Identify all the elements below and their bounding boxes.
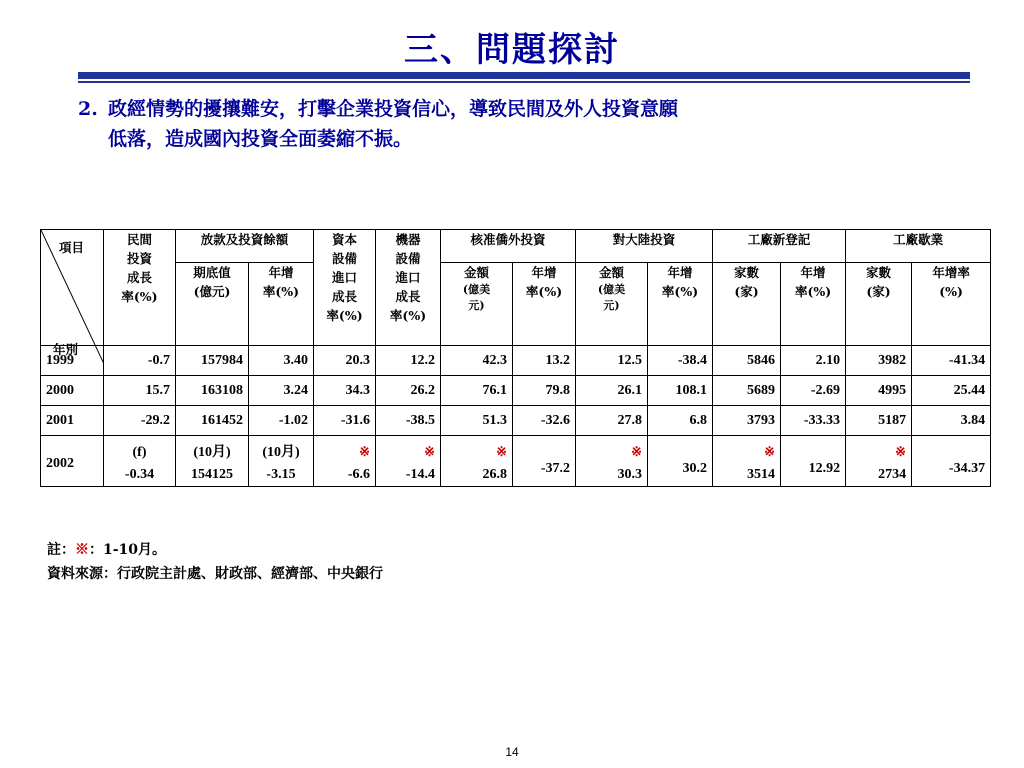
table-cell: 1999	[41, 346, 104, 376]
subheader-loans-value: 期底值 (億元)	[176, 263, 249, 346]
table-cell: 2001	[41, 406, 104, 436]
discussion-point	[78, 94, 978, 154]
point-number: 2.	[78, 98, 98, 120]
footnote-text: ：1-10月。	[89, 542, 167, 558]
table-cell: (10月) 154125	[176, 436, 249, 487]
table-cell: 108.1	[648, 376, 713, 406]
table-cell: 5846	[713, 346, 781, 376]
table-cell: 26.2	[376, 376, 441, 406]
header-loans-investments: 放款及投資餘額	[176, 230, 314, 263]
table-cell: 27.8	[576, 406, 648, 436]
table-cell: 79.8	[513, 376, 576, 406]
table-cell: -38.5	[376, 406, 441, 436]
table-cell: 20.3	[314, 346, 376, 376]
table-cell: (10月) -3.15	[249, 436, 314, 487]
table-cell: 3.24	[249, 376, 314, 406]
header-capital-equipment: 資本 設備 進口 成長 率(%)	[314, 230, 376, 346]
footnote-label: 註：	[47, 542, 75, 558]
table-cell: 5689	[713, 376, 781, 406]
table-cell: 26.1	[576, 376, 648, 406]
table-cell: ※ -6.6	[314, 436, 376, 487]
table-cell: -29.2	[104, 406, 176, 436]
table-cell: -34.37	[912, 436, 991, 487]
point-line-1: 政經情勢的擾攘難安，打擊企業投資信心，導致民間及外人投資意願	[108, 98, 679, 120]
table-row	[41, 376, 991, 406]
table-cell: 6.8	[648, 406, 713, 436]
table-cell: 12.5	[576, 346, 648, 376]
table-cell: -38.4	[648, 346, 713, 376]
subheader-fdi-amount: 金額 (億美 元)	[441, 263, 513, 346]
investment-indicators-table	[40, 229, 991, 487]
table-cell: 15.7	[104, 376, 176, 406]
asterisk-mark: ※	[764, 445, 776, 460]
data-source: 資料來源：行政院主計處、財政部、經濟部、中央銀行	[47, 566, 383, 582]
footnote	[47, 539, 166, 559]
table-cell: -37.2	[513, 436, 576, 487]
table-cell: 5187	[846, 406, 912, 436]
asterisk-mark: ※	[359, 445, 371, 460]
asterisk-mark: ※	[631, 445, 643, 460]
table-cell: 30.2	[648, 436, 713, 487]
table-cell: -31.6	[314, 406, 376, 436]
table-cell: 34.3	[314, 376, 376, 406]
header-fdi: 核准僑外投資	[441, 230, 576, 263]
table-cell: 2000	[41, 376, 104, 406]
table-cell: ※ 30.3	[576, 436, 648, 487]
page-number: 14	[505, 745, 519, 759]
subheader-closed-factory-growth: 年增率 (%)	[912, 263, 991, 346]
subheader-loans-growth: 年增 率(%)	[249, 263, 314, 346]
table-row	[41, 406, 991, 436]
header-machine-equipment: 機器 設備 進口 成長 率(%)	[376, 230, 441, 346]
corner-label-year: 年別	[53, 342, 79, 357]
table-cell: -32.6	[513, 406, 576, 436]
table-cell: 12.2	[376, 346, 441, 376]
header-private-investment: 民間 投資 成長 率(%)	[104, 230, 176, 346]
table-cell: 163108	[176, 376, 249, 406]
table-cell: 3982	[846, 346, 912, 376]
header-new-factory: 工廠新登記	[713, 230, 846, 263]
table-cell: 3.40	[249, 346, 314, 376]
slide-title: 三、問題探討	[404, 30, 620, 70]
table-cell: -0.7	[104, 346, 176, 376]
title-underline-thin	[78, 81, 970, 83]
table-cell: 3793	[713, 406, 781, 436]
table-cell: 13.2	[513, 346, 576, 376]
table-cell: 4995	[846, 376, 912, 406]
subheader-new-factory-count: 家數 (家)	[713, 263, 781, 346]
header-china-investment: 對大陸投資	[576, 230, 713, 263]
table-cell: 51.3	[441, 406, 513, 436]
subheader-closed-factory-count: 家數 (家)	[846, 263, 912, 346]
table-cell: 161452	[176, 406, 249, 436]
table-cell: (f) -0.34	[104, 436, 176, 487]
table-row-2002	[41, 436, 991, 487]
asterisk-mark: ※	[496, 445, 508, 460]
table-cell: 2002	[41, 436, 104, 487]
table-cell: ※ -14.4	[376, 436, 441, 487]
table-cell: 25.44	[912, 376, 991, 406]
asterisk-mark: ※	[75, 542, 89, 558]
table-cell: 42.3	[441, 346, 513, 376]
table-cell: -41.34	[912, 346, 991, 376]
title-underline-thick	[78, 72, 970, 79]
subheader-china-amount: 金額 (億美 元)	[576, 263, 648, 346]
subheader-china-growth: 年增 率(%)	[648, 263, 713, 346]
table-corner-header	[41, 230, 104, 357]
table-cell: -33.33	[781, 406, 846, 436]
asterisk-mark: ※	[895, 445, 907, 460]
asterisk-mark: ※	[424, 445, 436, 460]
subheader-fdi-growth: 年增 率(%)	[513, 263, 576, 346]
header-closed-factory: 工廠歇業	[846, 230, 991, 263]
table-cell: 76.1	[441, 376, 513, 406]
table-cell: -1.02	[249, 406, 314, 436]
table-row	[41, 346, 991, 376]
point-line-2: 低落，造成國內投資全面萎縮不振。	[108, 128, 413, 150]
table-cell: 2.10	[781, 346, 846, 376]
table-cell: ※ 3514	[713, 436, 781, 487]
table-cell: 12.92	[781, 436, 846, 487]
subheader-new-factory-growth: 年增 率(%)	[781, 263, 846, 346]
table-cell: ※ 2734	[846, 436, 912, 487]
table-cell: ※ 26.8	[441, 436, 513, 487]
table-cell: -2.69	[781, 376, 846, 406]
corner-label-item: 項目	[59, 240, 85, 255]
table-cell: 3.84	[912, 406, 991, 436]
table-cell: 157984	[176, 346, 249, 376]
